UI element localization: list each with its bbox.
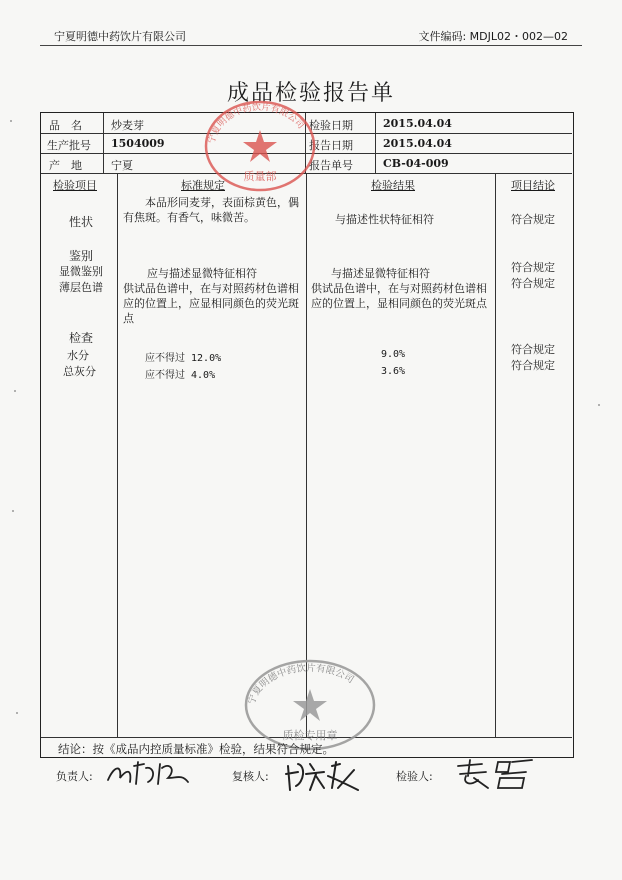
product-name-label: 品 名 bbox=[49, 119, 82, 132]
qc-seal-stamp bbox=[240, 655, 380, 755]
page-title: 成品检验报告单 bbox=[226, 81, 395, 106]
report-no-label: 报告单号 bbox=[309, 159, 353, 172]
col-divider bbox=[103, 113, 104, 173]
scan-speck bbox=[14, 390, 16, 392]
standard-microscopic: 应与描述显微特征相符 bbox=[147, 267, 257, 280]
conclusion-moisture: 符合规定 bbox=[511, 343, 555, 356]
company-name: 宁夏明德中药饮片有限公司 bbox=[54, 30, 186, 43]
standard-total-ash: 应不得过 4.0% bbox=[145, 370, 216, 381]
document-number-label: 文件编码: bbox=[418, 30, 467, 43]
report-date-value: 2015.04.04 bbox=[383, 137, 452, 150]
conclusion-total-ash: 符合规定 bbox=[511, 359, 555, 372]
result-microscopic: 与描述显微特征相符 bbox=[331, 267, 430, 280]
item-moisture: 水分 bbox=[67, 349, 89, 362]
origin-value: 宁夏 bbox=[111, 159, 133, 172]
scan-speck bbox=[10, 120, 12, 122]
standard-moisture: 应不得过 12.0% bbox=[145, 353, 222, 364]
item-microscopic: 显微鉴别 bbox=[59, 265, 103, 278]
quality-stamp-text: 宁夏明德中药饮片有限公司 bbox=[207, 102, 306, 145]
reviewer-label: 复核人: bbox=[232, 770, 269, 783]
qc-stamp-text: 宁夏明德中药饮片有限公司 bbox=[246, 662, 356, 706]
result-total-ash: 3.6% bbox=[381, 366, 406, 377]
origin-label: 产 地 bbox=[49, 159, 82, 172]
qc-stamp-sub: 质检专用章 bbox=[282, 729, 338, 742]
header-conclusion: 项目结论 bbox=[511, 179, 555, 192]
inspector-signature bbox=[452, 756, 538, 792]
reviewer-signature bbox=[284, 758, 364, 794]
result-moisture: 9.0% bbox=[381, 349, 406, 360]
col-divider bbox=[375, 113, 376, 173]
conclusion-tlc: 符合规定 bbox=[511, 277, 555, 290]
col-divider bbox=[306, 173, 307, 737]
inspector-label: 检验人: bbox=[396, 770, 433, 783]
inspect-date-label: 检验日期 bbox=[309, 119, 353, 132]
svg-text:宁夏明德中药饮片有限公司 bbox=[205, 101, 306, 145]
document-number bbox=[418, 28, 568, 44]
conclusion-character: 符合规定 bbox=[511, 213, 555, 226]
standard-character: 本品形同麦芽，表面棕黄色，偶有焦斑。有香气，味微苦。 bbox=[123, 196, 299, 224]
header-standard: 标准规定 bbox=[181, 179, 225, 192]
item-identification: 鉴别 bbox=[69, 249, 94, 263]
report-no-value: CB-04-009 bbox=[383, 157, 449, 170]
report-date-label: 报告日期 bbox=[309, 139, 353, 152]
result-character: 与描述性状特征相符 bbox=[335, 213, 434, 226]
header-result: 检验结果 bbox=[371, 179, 415, 192]
header-item: 检验项目 bbox=[53, 179, 97, 192]
item-total-ash: 总灰分 bbox=[63, 365, 96, 378]
scan-speck bbox=[16, 712, 18, 714]
standard-tlc: 供试品色谱中，在与对照药材色谱相应的位置上，应显相同颜色的荧光斑点 bbox=[123, 282, 299, 325]
product-name-value: 炒麦芽 bbox=[111, 119, 144, 132]
col-divider bbox=[117, 173, 118, 737]
item-character: 性状 bbox=[69, 215, 94, 229]
responsible-label: 负责人: bbox=[56, 770, 93, 783]
quality-stamp-sub: 质量部 bbox=[243, 170, 277, 183]
header-rule bbox=[40, 45, 582, 46]
scan-speck bbox=[598, 404, 600, 406]
result-tlc: 供试品色谱中，在与对照药材色谱相应的位置上，显相同颜色的荧光斑点 bbox=[311, 282, 487, 310]
scan-speck bbox=[12, 510, 14, 512]
conclusion-microscopic: 符合规定 bbox=[511, 261, 555, 274]
responsible-signature bbox=[104, 756, 194, 790]
inspect-date-value: 2015.04.04 bbox=[383, 117, 452, 130]
final-conclusion: 结论：按《成品内控质量标准》检验，结果符合规定。 bbox=[58, 742, 334, 756]
batch-no-label: 生产批号 bbox=[47, 139, 91, 152]
item-examination: 检查 bbox=[69, 331, 94, 345]
col-divider bbox=[495, 173, 496, 737]
item-tlc: 薄层色谱 bbox=[59, 281, 103, 294]
svg-text:宁夏明德中药饮片有限公司 bbox=[245, 662, 355, 706]
quality-dept-stamp bbox=[200, 96, 320, 196]
batch-no-value: 1504009 bbox=[111, 137, 165, 150]
document-number-value: MDJL02・002—02 bbox=[469, 30, 568, 43]
